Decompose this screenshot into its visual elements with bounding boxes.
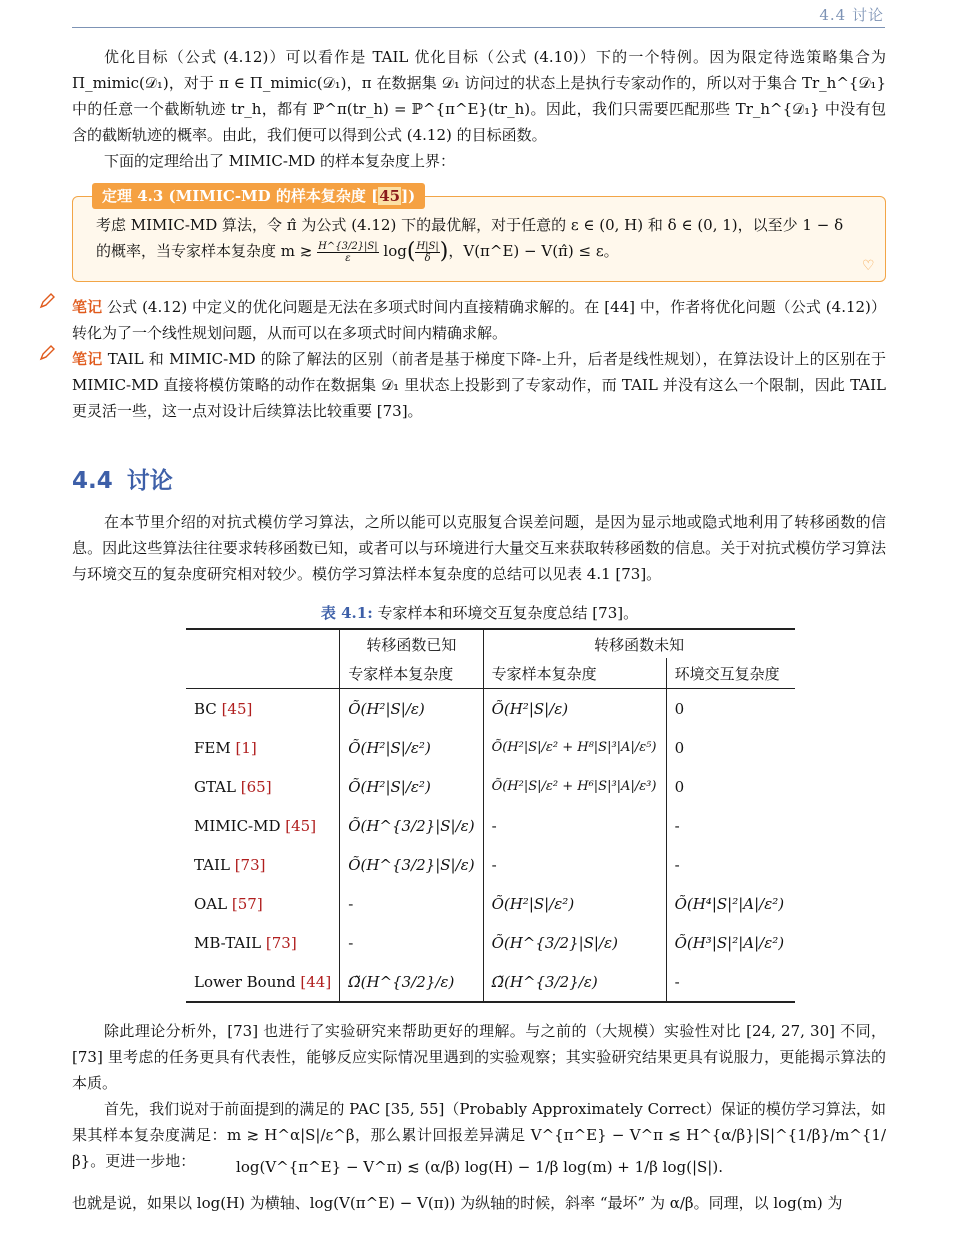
pencil-note-icon <box>38 292 56 310</box>
method-cell: MIMIC-MD [45] <box>194 816 317 835</box>
env-interaction-cell: Õ(H⁴|S|²|A|/ε²) <box>666 884 795 923</box>
unknown-expert-cell: Õ(H²|S|/ε² + H⁸|S|³|A|/ε⁵) <box>483 728 666 767</box>
env-interaction-cell: - <box>666 962 795 1002</box>
final-section <box>72 1190 886 1216</box>
known-expert-cell: Õ(H²|S|/ε) <box>340 689 483 729</box>
env-interaction-cell: 0 <box>666 689 795 729</box>
method-cell: MB-TAIL [73] <box>194 933 297 952</box>
table-caption-label: 表 4.1: <box>320 604 373 622</box>
unknown-expert-cell: Ω̃(H^{3/2}/ε) <box>483 962 666 1002</box>
experiment-paragraph: 除此理论分析外，[73] 也进行了实验研究来帮助更好的理解。与之前的（大规模）实验性对比 [24, 27, 30] 不同，[73] 里考虑的任务更具有代表性，能够反应实际情况里遇到的实验观察；其实验研究结果更具有说服力，更能揭示算法的本质。 <box>72 1022 886 1092</box>
known-expert-cell: - <box>340 923 483 962</box>
header-transition-known: 转移函数已知 <box>340 629 483 658</box>
env-interaction-cell: Õ(H³|S|²|A|/ε²) <box>666 923 795 962</box>
method-cell: BC [45] <box>194 699 253 718</box>
method-cell: Lower Bound [44] <box>186 962 340 1002</box>
table-header-row <box>186 629 795 658</box>
known-expert-cell: Õ(H^{3/2}|S|/ε) <box>340 806 483 845</box>
slope-paragraph: 也就是说，如果以 log(H) 为横轴、log(V(π^E) − V(π)) 为纵轴的时候，斜率 “最坏” 为 α/β。同理，以 log(m) 为 <box>72 1194 843 1212</box>
theorem-fraction: $\frac{H\^{}\{3/2\}|S|}{\varepsilon}$ <box>318 240 378 264</box>
env-interaction-cell: - <box>666 845 795 884</box>
theorem-citation[interactable]: 45 <box>379 187 401 205</box>
note-text: TAIL 和 MIMIC-MD 的除了解法的区别（前者是基于梯度下降-上升，后者是线性规划），在算法设计上的区别在于 MIMIC-MD 直接将模仿策略的动作在数据集 𝒟₁ 里状态上投影到了专家动作，而 TAIL 并没有这么一个限制，因此 TAIL 更灵活一些，这一点对设计后续算法比较重要 [73]。 <box>72 350 886 420</box>
method-cell: OAL [57] <box>194 894 263 913</box>
unknown-expert-cell: - <box>483 806 666 845</box>
known-expert-cell: - <box>340 884 483 923</box>
note-1 <box>72 294 886 346</box>
header-known-expert-complexity: 专家样本复杂度 <box>340 658 483 689</box>
unknown-expert-cell: Õ(H²|S|/ε²) <box>483 884 666 923</box>
note-2 <box>72 346 886 424</box>
table-caption <box>0 602 959 623</box>
section-title: 讨论 <box>126 468 173 494</box>
table-row <box>186 728 795 767</box>
header-unknown-expert-complexity: 专家样本复杂度 <box>483 658 666 689</box>
pac-paragraph: 首先，我们说对于前面提到的满足的 PAC [35, 55]（Probably Approximately Correct）保证的模仿学习算法，如果其样本复杂度满足：m ≳ H^α|S|/ε^β，那么累计回报差异满足 V^{π^E} − V^π ≲ H^{α/β}|S|^{1/β}/m^{1/β}。更进一步地： <box>72 1100 886 1170</box>
note-label: 笔记 <box>72 350 103 368</box>
table-row <box>186 845 795 884</box>
unknown-expert-cell: - <box>483 845 666 884</box>
theorem-end-heart-icon: ♡ <box>862 258 875 274</box>
table-row <box>186 884 795 923</box>
header-env-interaction-complexity: 环境交互复杂度 <box>666 658 795 689</box>
discussion-paragraph: 在本节里介绍的对抗式模仿学习算法，之所以能可以克服复合误差问题，是因为显示地或隐式地利用了转移函数的信息。因此这些算法往往要求转移函数已知，或者可以与环境进行大量交互来获取转移函数的信息。关于对抗式模仿学习算法与环境交互的复杂度研究相对较少。模仿学习算法样本复杂度的总结可以见表 4.1 [73]。 <box>72 513 886 583</box>
pencil-note-icon <box>38 344 56 362</box>
note-label: 笔记 <box>72 298 103 316</box>
known-expert-cell: Õ(H^{3/2}|S|/ε) <box>340 845 483 884</box>
header-rule <box>72 27 885 28</box>
section-heading <box>72 462 187 495</box>
unknown-expert-cell: Õ(H^{3/2}|S|/ε) <box>483 923 666 962</box>
intro-paragraph: 优化目标（公式 (4.12)）可以看作是 TAIL 优化目标（公式 (4.10)）下的一个特例。因为限定待选策略集合为 Π_mimic(𝒟₁)，对于 π ∈ Π_mimic(𝒟₁)，π 在数据集 𝒟₁ 访问过的状态上是执行专家动作的，所以对于集合 Tr_h^{𝒟₁} 中的任意一个截断轨迹 tr_h，都有 ℙ^π(tr_h) = ℙ^{π^E}(tr_h)。因此，我们只需要匹配那些 Tr_h^{𝒟₁} 中没有包含的截断轨迹的概率。由此，我们便可以得到公式 (4.12) 的目标函数。 <box>72 48 886 144</box>
header-transition-unknown: 转移函数未知 <box>483 629 795 658</box>
env-interaction-cell: 0 <box>666 767 795 806</box>
intro-section <box>72 44 886 174</box>
complexity-table <box>186 628 795 1003</box>
table-caption-text: 专家样本和环境交互复杂度总结 [73]。 <box>377 604 639 622</box>
method-cell: GTAL [65] <box>194 777 272 796</box>
theorem-line-1: 考虑 MIMIC-MD 算法，令 π̂ 为公式 (4.12) 下的最优解，对于任意的 ε ∈ (0, H) 和 δ ∈ (0, 1)，以至少 1 − δ <box>96 216 844 234</box>
after-table-section <box>72 1018 886 1174</box>
running-header: 4.4 讨论 <box>819 6 884 24</box>
method-cell: FEM [1] <box>194 738 257 757</box>
known-expert-cell: Õ(H²|S|/ε²) <box>340 767 483 806</box>
unknown-expert-cell: Õ(H²|S|/ε² + H⁶|S|³|A|/ε³) <box>483 767 666 806</box>
theorem-log-fraction: $\frac{H|S|}{\delta}$ <box>416 240 439 264</box>
env-interaction-cell: - <box>666 806 795 845</box>
method-cell: TAIL [73] <box>194 855 266 874</box>
note-text: 公式 (4.12) 中定义的优化问题是无法在多项式时间内直接精确求解的。在 [44] 中，作者将优化问题（公式 (4.12)）转化为了一个线性规划问题，从而可以在多项式时间内精确求解。 <box>72 298 886 342</box>
theorem-statement <box>96 212 868 265</box>
log-equation: log(V^{π^E} − V^π) ≲ (α/β) log(H) − 1/β log(m) + 1/β log(|S|). <box>236 1158 723 1176</box>
theorem-title: 定理 4.3 (MIMIC-MD 的样本复杂度 [45]) <box>92 183 425 209</box>
table-row <box>186 806 795 845</box>
unknown-expert-cell: Õ(H²|S|/ε) <box>483 689 666 729</box>
table-row <box>186 689 795 729</box>
table-row <box>186 962 795 1002</box>
table-subheader-row <box>186 658 795 689</box>
known-expert-cell: Ω̃(H^{3/2}/ε) <box>340 962 483 1002</box>
table-row <box>186 767 795 806</box>
intro-lead-paragraph: 下面的定理给出了 MIMIC-MD 的样本复杂度上界： <box>104 152 456 170</box>
env-interaction-cell: 0 <box>666 728 795 767</box>
known-expert-cell: Õ(H²|S|/ε²) <box>340 728 483 767</box>
table-row <box>186 923 795 962</box>
section-number: 4.4 <box>72 468 113 494</box>
discussion-section <box>72 509 886 587</box>
theorem-line-2: 的概率，当专家样本复杂度 m ≳ $\frac{H\^{}\{3/2\}|S|}{\varepsilon}$ log( $\frac{H|S|}{\delta}$ )，V(π^E) − V(π̂) ≤ ε。 <box>96 239 619 264</box>
